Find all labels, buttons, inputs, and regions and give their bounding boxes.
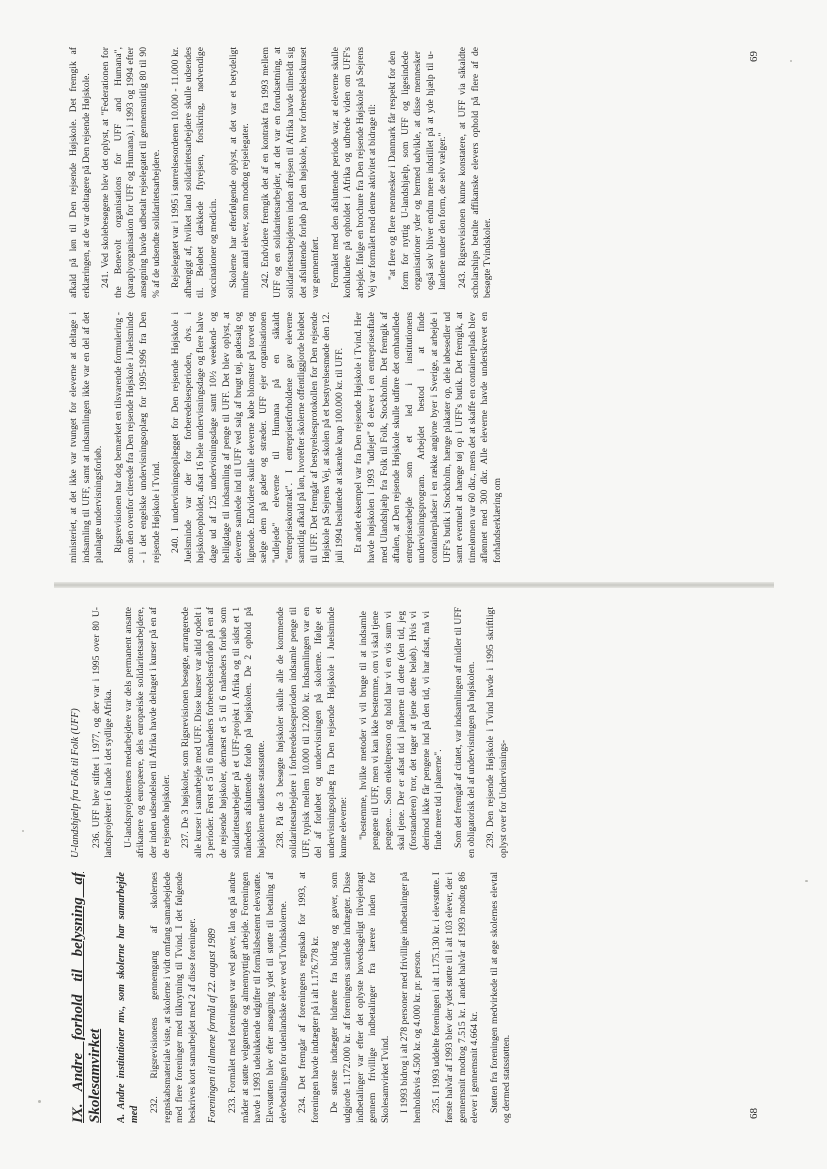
paragraph: 235. I 1993 uddelte foreningen i alt 1.175.130 kr. i elevstøtte. I første halvår af 1993 blev der ydet støtte til i alt 103 elever, der i gennemsnit modtog 7.515 kr. I andet halvår af 1993 modtog 86 elever i gennemsnit 4.664 kr. <box>430 871 480 1123</box>
subheading: U-landshjælp fra Folk til Folk (UFF) <box>69 707 81 858</box>
paragraph: I 1993 bidrog i alt 278 personer med frivillige indbetalinger på henholdsvis 4.500 kr. og 4.000 kr. pr. person. <box>398 871 423 1123</box>
paragraph: Rigsrevisionen har dog bemærket en tilsvarende formulering - som den ovenfor citerede fra Den rejsende Højskole i Juelsminde - i det engelske undervisningsoplæg for 1995-1996 fra Den rejsende Højskole i Tvind. <box>112 311 162 563</box>
section-heading: A. Andre institutioner mv., som skolerne har samarbejde med <box>115 871 140 1123</box>
paragraph: 242. Endvidere fremgik det af en kontrakt fra 1993 mellem UFF og en solidaritetsarbejder, at det var en forudsætning, at solidaritetsarbejderen inden afrejsen til Afrika havde tilmeldt sig det afsluttende forløb på den højskole, hvor forberedelseskurset var gennemført. <box>259 46 321 298</box>
left-page <box>54 595 774 1135</box>
quote-paragraph: "at flere og flere mennesker i Danmark får respekt for den form for nyttig U-landshjælp, som UFF og ligesindede organisationer yder og hermed udvikle, at disse mennesker også selv bliver endnu mere indstillet på at yde hjælp til u-landene under den form, de selv vælger." <box>386 50 448 290</box>
paragraph: 236. UFF blev stiftet i 1977, og der var i 1995 over 80 U-landsprojekter i 6 lande i det sydlige Afrika. <box>90 606 114 858</box>
paragraph: 233. Formålet med foreningen var ved gaver, lån og på andre måder at støtte velgørende og almennyttigt arbejde. Foreningen havde i 1993 udelukkende udgifter til formålsbestemt elevstøtte. Elevstøtten blev efter ansøgning ydet til støtte til betaling af elevbetalingen for udenlandske elever ved Tvindskolerne. <box>226 871 289 1123</box>
page-number: 69 <box>747 50 760 62</box>
right-page-columns <box>68 47 734 563</box>
paragraph: Formålet med den afsluttende periode var, at eleverne skulle konkludere på opholdet i Afrika og udbrede viden om UFF's arbejde. Ifølge en brochure fra Den rejsende Højskole på Sejrens Vej var formålet med denne aktivitet at bidrage til: <box>329 46 378 298</box>
paragraph: ministeriet, at det ikke var tvunget for eleverne at deltage i indsamling til UFF, samt at indsamlingen ikke var en del af det planlagte undervisningsforløb. <box>67 311 104 563</box>
book-spread <box>54 35 774 1135</box>
paragraph: 239. Den rejsende Højskole i Tvind havde i 1995 skriftligt oplyst over for Undervisnings- <box>484 606 509 858</box>
right-column-2 <box>68 47 734 298</box>
paragraph: De største indtægter hidrørte fra bidrag og gaver, som udgjorde 1.172.000 kr. af foreningens samlede indtægter. Disse indbetalinger var efter det oplyste hovedsageligt tilvejebragt gennem frivillige indbetalinger fra lærere inden for Skolesamvirket Tvind. <box>328 871 391 1123</box>
left-column-1 <box>68 872 734 1123</box>
right-column-1 <box>68 312 734 563</box>
paragraph: Støtten fra foreningen medvirkede til at øge skolernes elevtal og dermed statsstøtten. <box>488 871 512 1123</box>
paragraph: Skolerne har efterfølgende oplyst, at det var et betydeligt mindre antal elever, som modtog rejselegater. <box>227 46 251 298</box>
subheading: Foreningen til almene formål af 22. august 1989 <box>206 927 218 1123</box>
paragraph: 232. Rigsrevisionens gennemgang af skolernes regnskabsmateriale viste, at skolerne i vidt omfang samarbejdede med flere foreninger med tilknytning til Tvind. I det følgende beskrives kort samarbejdet med 2 af disse foreninger. <box>148 871 198 1123</box>
paragraph: afkald på løn til Den rejsende Højskole. Det fremgik af erklæringen, at de var deltagere på Den rejsende Højskole. <box>67 46 92 298</box>
scan-speck <box>22 830 24 832</box>
paragraph: 243. Rigsrevisionen kunne konstatere, at UFF via såkaldte scholarships betalte affikanske elevers ophold på flere af de besøgte Tvindskoler. <box>456 46 493 298</box>
scan-speck <box>790 60 792 62</box>
left-page-columns <box>68 607 734 1123</box>
paragraph: 237. De 3 højskoler, som Rigsrevisionen besøgte, arrangerede alle kurser i samarbejde med UFF. Disse kurser var altid opdelt i 3 perioder. Først et 5 til 6 måneders forberedelsesforløb på en af de rejsende højskoler, dernæst et 5 til 6 måneders forløb som solidaritetsarbejder på et UFF-projekt i Afrika og til sidst et 1 måneders afsluttende forløb på højskolen. De 2 ophold på højskolerne udløste statsstøtte. <box>179 606 267 858</box>
paragraph: Rejselegatet var i 1995 i størrelsesordenen 10.000 - 11.000 kr. afhængigt af, hvilket land solidaritetsarbejdere skulle udsendes til. Beløbet dækkede flyrejsen, forsikring, nødvendige vaccinationer og medicin. <box>169 46 219 298</box>
paragraph: 234. Det fremgår af foreningens regnskab for 1993, at foreningen havde indtægter på i alt 1.176.778 kr. <box>296 871 321 1123</box>
book-gutter <box>54 582 774 588</box>
right-page <box>54 35 774 575</box>
scan-speck <box>38 1100 41 1103</box>
paragraph: Som det fremgår af citatet, var indsamlingen af midler til UFF en obligatorisk del af undervisningen på højskolen. <box>452 606 477 858</box>
paragraph: 238. På de 3 besøgte højskoler skulle alle de kommende solidaritetsarbejdere i forberedelsesperioden indsamle penge til UFF, typisk mellem 10.000 til 12.000 kr. Indsamlingen var en del af forløbet og undervisningen på skolerne. Ifølge et undervisningsoplæg fra Den rejsende Højskole i Juelsminde kunne eleverne: <box>274 606 349 858</box>
page-number: 68 <box>747 1107 760 1119</box>
paragraph: 241. Ved skolebesøgene blev det oplyst, at "Federationen for the Benevolt organisations for UFF and Humana", (paraplyorganisation for UFF og Humana), i 1993 og 1994 efter ansøgning havde udbetalt rejselegatet til gennemsnitlig 80 til 90 % af de udsendte solidaritetsarbejdere. <box>99 46 162 298</box>
paragraph: 240. I undervisningsoplægget for Den rejsende Højskole i Juelsminde var der for forberedelsesperioden, dvs. i højskoleopholdet, afsat 16 hele undervisningsdage og flere halve dage ud af 125 undervisningsdage samt 10½ weekend- og helligdage til indsamling af penge til UFF. Det blev oplyst, at eleverne samlede ind til UFF ved salg af brugt tøj, gadesalg og lignende. Endvidere skulle eleverne købe blomster på torvet og sælge dem på gader og stræder. UFF ejer organisationen "udlejede" eleverne til Humana på en såkaldt "entreprisekontrakt". I entreprisetforholdene gav eleverne samtidig afkald på løn, hvorefter skolerne offentliggjorde beløbet til UFF. Det fremgår af bestyrelsesprotokollen for Den rejsende Højskole på Sejrens Vej, at skolen på et bestyrelsesmøde den 12. juli 1994 besluttede at skænke knap 100.000 kr. til UFF. <box>169 311 345 563</box>
paragraph: U-landsprojekternes medarbejdere var dels permanent ansatte afrikanere og europæere, dels europæiske solidaritetsarbejdere, der inden udsendelsen til Afrika havde deltaget i kurser på en af de rejsende højskoler. <box>122 606 172 858</box>
scan-speck <box>805 880 808 882</box>
left-column-2 <box>68 607 734 858</box>
paragraph: Et andet eksempel var fra Den rejsende Højskole i Tvind. Her havde højskolen i 1993 "udlejet" 8 elever i en entrepriseaftale med Ulandshjælp fra Folk til Folk, Stockholm. Det fremgik af aftalen, at Den rejsende Højskole skulle udføre det omhandlede entreprisearbejde som et led i institutionens undervisningsprogram. Arbejdet bestod i at finde containerpladser i en række angivne byer i Sverige, at arbejde i UFF's butik i Stockholm, hænge plakater op, dele løbesedler ud samt eventuelt at hænge tøj op i UFF's butik. Det fremgik, at timelønnen var 60 dkr., mens det at skaffe en containerplads blev aflønnet med 300 dkr. Alle eleverne havde underskrevet en forhåndserklæring om <box>352 311 503 563</box>
quote-paragraph: "bestemme, hvilke metoder vi vil bruge til at indsamle pengene til UFF, men vi kan ikke bestemme, om vi skal tjene pengene.... Som enkeltperson og hold har vi en vis sum vi skal tjene. Der er afsat tid i planerne til dette (den tid, jeg (forstanderen) tror, det tager at tjene dette beløb). Hvis vi derimod ikke får pengene ind på den tid, vi har afsat, må vi finde mere tid i planerne". <box>357 610 444 850</box>
chapter-title: IX. Andre forhold til belysning af Skolesamvirket <box>69 871 103 1123</box>
